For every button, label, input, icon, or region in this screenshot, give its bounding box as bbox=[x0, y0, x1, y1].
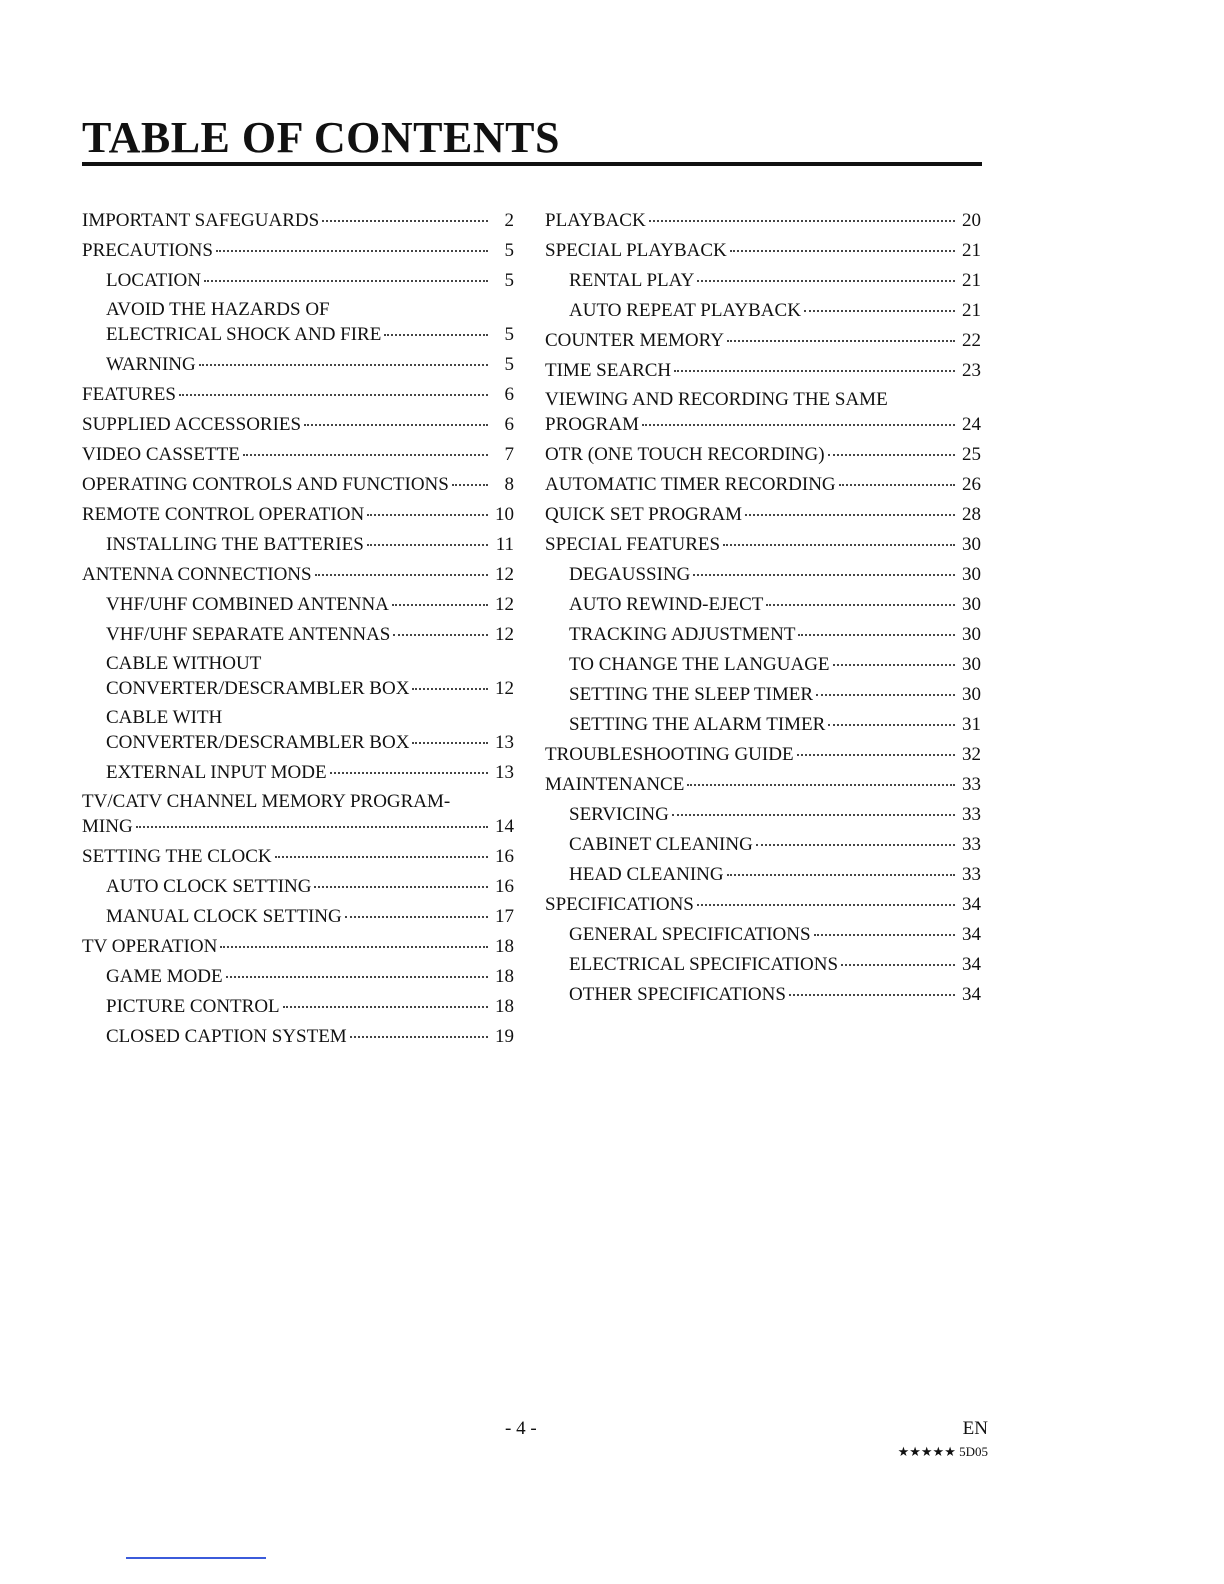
toc-entry-row bbox=[545, 206, 981, 236]
toc-entry-title: SPECIFICATIONS bbox=[545, 894, 694, 915]
dot-leader bbox=[816, 694, 955, 696]
toc-entry-row bbox=[569, 710, 981, 740]
dot-leader bbox=[392, 604, 488, 606]
toc-entry-row bbox=[106, 530, 514, 560]
toc-entry-page: 30 bbox=[962, 564, 981, 585]
toc-entry-title: TIME SEARCH bbox=[545, 360, 672, 381]
page-title: TABLE OF CONTENTS bbox=[82, 113, 560, 162]
dot-leader bbox=[756, 844, 955, 846]
toc-entry-title: ANTENNA CONNECTIONS bbox=[82, 564, 312, 585]
toc-entry-title: MING bbox=[82, 816, 133, 837]
dot-leader bbox=[649, 220, 955, 222]
toc-entry-page: 14 bbox=[495, 816, 514, 837]
toc-entry-page: 21 bbox=[962, 300, 981, 321]
toc-entry[interactable] bbox=[545, 440, 981, 470]
dot-leader bbox=[828, 724, 955, 726]
dot-leader bbox=[330, 772, 488, 774]
toc-entry[interactable] bbox=[82, 266, 514, 296]
toc-entry-title: ELECTRICAL SPECIFICATIONS bbox=[569, 954, 839, 975]
toc-entry-page: 16 bbox=[495, 876, 514, 897]
toc-entry-row bbox=[569, 800, 981, 830]
toc-entry[interactable] bbox=[82, 932, 514, 962]
toc-entry-title: AUTO CLOCK SETTING bbox=[106, 876, 312, 897]
toc-entry-row bbox=[545, 770, 981, 800]
toc-entry[interactable] bbox=[82, 650, 514, 704]
toc-entry-title: AUTO REWIND-EJECT bbox=[569, 594, 764, 615]
toc-entry-row bbox=[545, 236, 981, 266]
toc-entry-row bbox=[545, 440, 981, 470]
toc-entry-row bbox=[106, 676, 514, 702]
toc-entry-row bbox=[106, 758, 514, 788]
toc-entry-page: 33 bbox=[962, 774, 981, 795]
toc-entry[interactable] bbox=[545, 530, 981, 560]
toc-entry-page: 32 bbox=[962, 744, 981, 765]
toc-entry[interactable] bbox=[545, 950, 981, 980]
toc-entry-title: TV OPERATION bbox=[82, 936, 218, 957]
toc-entry-row bbox=[569, 920, 981, 950]
toc-entry[interactable] bbox=[82, 590, 514, 620]
toc-entry-page: 33 bbox=[962, 864, 981, 885]
dot-leader bbox=[384, 334, 488, 336]
toc-right-column bbox=[545, 206, 981, 1010]
toc-entry-title: CLOSED CAPTION SYSTEM bbox=[106, 1026, 347, 1047]
toc-entry-title: CABINET CLEANING bbox=[569, 834, 753, 855]
toc-entry-title: AUTO REPEAT PLAYBACK bbox=[569, 300, 801, 321]
toc-entry-page: 30 bbox=[962, 684, 981, 705]
toc-entry-page: 12 bbox=[495, 624, 514, 645]
toc-entry[interactable] bbox=[545, 236, 981, 266]
toc-entry-row bbox=[545, 356, 981, 386]
toc-entry-title: IMPORTANT SAFEGUARDS bbox=[82, 210, 320, 231]
toc-entry-title: OTR (ONE TOUCH RECORDING) bbox=[545, 444, 825, 465]
toc-entry-row bbox=[569, 860, 981, 890]
toc-entry-row bbox=[545, 470, 981, 500]
toc-entry-page: 18 bbox=[495, 966, 514, 987]
dot-leader bbox=[727, 340, 955, 342]
dot-leader bbox=[828, 454, 955, 456]
toc-entry-row bbox=[569, 590, 981, 620]
toc-entry-row bbox=[569, 560, 981, 590]
dot-leader bbox=[275, 856, 488, 858]
toc-entry-row bbox=[106, 992, 514, 1022]
dot-leader bbox=[697, 904, 955, 906]
footer-language: EN bbox=[962, 1418, 988, 1439]
dot-leader bbox=[412, 742, 488, 744]
toc-entry-page: 5 bbox=[504, 270, 514, 291]
toc-entry-title: SUPPLIED ACCESSORIES bbox=[82, 414, 302, 435]
dot-leader bbox=[814, 934, 955, 936]
toc-entry-page: 17 bbox=[495, 906, 514, 927]
toc-entry-row bbox=[569, 620, 981, 650]
dot-leader bbox=[412, 688, 488, 690]
dot-leader bbox=[672, 814, 955, 816]
toc-entry-lead: VIEWING AND RECORDING THE SAME bbox=[545, 389, 888, 410]
dot-leader bbox=[839, 484, 955, 486]
toc-entry-title: MAINTENANCE bbox=[545, 774, 685, 795]
toc-entry-title: MANUAL CLOCK SETTING bbox=[106, 906, 342, 927]
toc-entry-row bbox=[82, 236, 514, 266]
toc-entry-row bbox=[106, 962, 514, 992]
toc-entry-page: 16 bbox=[495, 846, 514, 867]
toc-entry[interactable] bbox=[82, 410, 514, 440]
toc-entry-title: SETTING THE ALARM TIMER bbox=[569, 714, 826, 735]
toc-entry-page: 30 bbox=[962, 654, 981, 675]
toc-entry-row bbox=[106, 872, 514, 902]
dot-leader bbox=[179, 394, 488, 396]
toc-entry-row bbox=[82, 932, 514, 962]
title-rule bbox=[82, 162, 982, 166]
toc-entry-row bbox=[82, 814, 514, 840]
toc-entry[interactable] bbox=[545, 620, 981, 650]
toc-entry-title: VHF/UHF SEPARATE ANTENNAS bbox=[106, 624, 391, 645]
dot-leader bbox=[841, 964, 955, 966]
dot-leader bbox=[314, 886, 488, 888]
toc-entry-row bbox=[82, 410, 514, 440]
toc-entry-row bbox=[106, 902, 514, 932]
toc-entry[interactable] bbox=[545, 590, 981, 620]
toc-entry-lead: CABLE WITH bbox=[106, 707, 223, 728]
toc-entry-page: 13 bbox=[495, 732, 514, 753]
toc-entry-page: 12 bbox=[495, 594, 514, 615]
toc-entry-title: CONVERTER/DESCRAMBLER BOX bbox=[106, 678, 410, 699]
dot-leader bbox=[798, 634, 955, 636]
toc-entry-page: 30 bbox=[962, 594, 981, 615]
toc-entry-row bbox=[82, 206, 514, 236]
toc-entry-page: 28 bbox=[962, 504, 981, 525]
toc-entry-title: HEAD CLEANING bbox=[569, 864, 724, 885]
toc-entry[interactable] bbox=[545, 770, 981, 800]
toc-entry-title: SETTING THE CLOCK bbox=[82, 846, 272, 867]
toc-entry-row bbox=[545, 890, 981, 920]
dot-leader bbox=[745, 514, 955, 516]
toc-entry[interactable] bbox=[545, 890, 981, 920]
dot-leader bbox=[136, 826, 488, 828]
toc-entry-page: 20 bbox=[962, 210, 981, 231]
toc-entry[interactable] bbox=[82, 992, 514, 1022]
toc-entry-page: 19 bbox=[495, 1026, 514, 1047]
toc-entry[interactable] bbox=[545, 650, 981, 680]
toc-entry[interactable] bbox=[82, 206, 514, 236]
toc-entry-title: FEATURES bbox=[82, 384, 176, 405]
toc-entry-page: 34 bbox=[962, 924, 981, 945]
toc-entry[interactable] bbox=[545, 326, 981, 356]
toc-entry-title: INSTALLING THE BATTERIES bbox=[106, 534, 364, 555]
dot-leader bbox=[804, 310, 955, 312]
toc-entry-title: ELECTRICAL SHOCK AND FIRE bbox=[106, 324, 382, 345]
toc-entry[interactable] bbox=[82, 962, 514, 992]
toc-entry[interactable] bbox=[82, 788, 514, 842]
toc-entry-page: 5 bbox=[504, 240, 514, 261]
toc-entry[interactable] bbox=[82, 470, 514, 500]
toc-entry[interactable] bbox=[545, 800, 981, 830]
toc-entry-row bbox=[569, 296, 981, 326]
toc-entry-row bbox=[82, 470, 514, 500]
toc-entry[interactable] bbox=[545, 296, 981, 326]
toc-entry-page: 26 bbox=[962, 474, 981, 495]
dot-leader bbox=[367, 544, 488, 546]
dot-leader bbox=[243, 454, 488, 456]
dot-leader bbox=[204, 280, 488, 282]
dot-leader bbox=[723, 544, 955, 546]
toc-entry[interactable] bbox=[82, 842, 514, 872]
dot-leader bbox=[642, 424, 955, 426]
toc-entry-row bbox=[106, 590, 514, 620]
toc-entry-title: VIDEO CASSETTE bbox=[82, 444, 240, 465]
toc-entry-title: SPECIAL FEATURES bbox=[545, 534, 721, 555]
toc-entry[interactable] bbox=[545, 386, 981, 440]
toc-entry-page: 33 bbox=[962, 834, 981, 855]
dot-leader bbox=[199, 364, 488, 366]
dot-leader bbox=[697, 280, 955, 282]
toc-entry-page: 34 bbox=[962, 984, 981, 1005]
toc-entry-lead: TV/CATV CHANNEL MEMORY PROGRAM- bbox=[82, 791, 451, 812]
toc-entry[interactable] bbox=[82, 758, 514, 788]
toc-entry-page: 21 bbox=[962, 270, 981, 291]
toc-entry-row bbox=[82, 560, 514, 590]
dot-leader bbox=[226, 976, 488, 978]
toc-entry-page: 33 bbox=[962, 804, 981, 825]
toc-entry-page: 2 bbox=[504, 210, 514, 231]
toc-entry-page: 12 bbox=[495, 564, 514, 585]
dot-leader bbox=[304, 424, 488, 426]
toc-entry[interactable] bbox=[545, 860, 981, 890]
toc-entry-title: TO CHANGE THE LANGUAGE bbox=[569, 654, 830, 675]
toc-entry-title: PRECAUTIONS bbox=[82, 240, 213, 261]
toc-entry-title: REMOTE CONTROL OPERATION bbox=[82, 504, 365, 525]
toc-entry-page: 18 bbox=[495, 996, 514, 1017]
toc-entry-title: LOCATION bbox=[106, 270, 201, 291]
dot-leader bbox=[789, 994, 955, 996]
dot-leader bbox=[797, 754, 955, 756]
dot-leader bbox=[452, 484, 488, 486]
dot-leader bbox=[727, 874, 955, 876]
toc-entry-title: EXTERNAL INPUT MODE bbox=[106, 762, 327, 783]
toc-entry-title: AUTOMATIC TIMER RECORDING bbox=[545, 474, 836, 495]
toc-entry-page: 30 bbox=[962, 534, 981, 555]
toc-entry-title: OPERATING CONTROLS AND FUNCTIONS bbox=[82, 474, 449, 495]
toc-entry[interactable] bbox=[82, 620, 514, 650]
toc-entry-row bbox=[569, 950, 981, 980]
footer-page-number: - 4 - bbox=[505, 1418, 537, 1439]
toc-entry-row bbox=[569, 650, 981, 680]
dot-leader bbox=[220, 946, 488, 948]
toc-entry-title: GAME MODE bbox=[106, 966, 223, 987]
toc-entry-page: 30 bbox=[962, 624, 981, 645]
dot-leader bbox=[283, 1006, 488, 1008]
toc-entry-title: CONVERTER/DESCRAMBLER BOX bbox=[106, 732, 410, 753]
toc-entry-title: RENTAL PLAY bbox=[569, 270, 695, 291]
toc-entry[interactable] bbox=[82, 296, 514, 350]
toc-entry-row bbox=[106, 730, 514, 756]
footer-model-code: ★★★★★ 5D05 bbox=[897, 1444, 988, 1459]
toc-entry-title: OTHER SPECIFICATIONS bbox=[569, 984, 786, 1005]
toc-entry-row bbox=[569, 980, 981, 1010]
toc-entry-title: COUNTER MEMORY bbox=[545, 330, 724, 351]
toc-entry-page: 24 bbox=[962, 414, 981, 435]
toc-entry[interactable] bbox=[545, 206, 981, 236]
toc-entry[interactable] bbox=[545, 980, 981, 1010]
toc-entry-row bbox=[82, 440, 514, 470]
dot-leader bbox=[687, 784, 955, 786]
toc-entry-row bbox=[106, 1022, 514, 1052]
toc-entry-page: 18 bbox=[495, 936, 514, 957]
toc-entry-row bbox=[545, 530, 981, 560]
toc-entry-row bbox=[106, 266, 514, 296]
toc-entry-title: SPECIAL PLAYBACK bbox=[545, 240, 727, 261]
toc-entry-title: PICTURE CONTROL bbox=[106, 996, 280, 1017]
toc-entry[interactable] bbox=[545, 920, 981, 950]
toc-entry[interactable] bbox=[545, 710, 981, 740]
toc-entry-page: 6 bbox=[504, 414, 514, 435]
toc-entry-page: 11 bbox=[495, 534, 514, 555]
dot-leader bbox=[833, 664, 955, 666]
toc-entry[interactable] bbox=[82, 350, 514, 380]
toc-left-column bbox=[82, 206, 514, 1052]
toc-entry-lead: CABLE WITHOUT bbox=[106, 653, 262, 674]
toc-entry-title: PLAYBACK bbox=[545, 210, 646, 231]
toc-entry[interactable] bbox=[545, 470, 981, 500]
toc-entry-page: 23 bbox=[962, 360, 981, 381]
toc-entry-page: 21 bbox=[962, 240, 981, 261]
dot-leader bbox=[367, 514, 488, 516]
toc-entry-title: DEGAUSSING bbox=[569, 564, 691, 585]
toc-entry-row bbox=[106, 322, 514, 348]
toc-entry[interactable] bbox=[82, 704, 514, 758]
toc-entry[interactable] bbox=[82, 530, 514, 560]
dot-leader bbox=[766, 604, 955, 606]
toc-entry-title: SERVICING bbox=[569, 804, 669, 825]
toc-entry-row bbox=[545, 500, 981, 530]
toc-entry[interactable] bbox=[545, 560, 981, 590]
toc-entry-page: 10 bbox=[495, 504, 514, 525]
bottom-link-underline bbox=[126, 1557, 266, 1559]
toc-entry-page: 8 bbox=[504, 474, 514, 495]
toc-entry-title: GENERAL SPECIFICATIONS bbox=[569, 924, 811, 945]
dot-leader bbox=[674, 370, 955, 372]
toc-entry-page: 13 bbox=[495, 762, 514, 783]
dot-leader bbox=[350, 1036, 488, 1038]
toc-entry[interactable] bbox=[545, 740, 981, 770]
toc-entry-row bbox=[545, 326, 981, 356]
toc-entry[interactable] bbox=[82, 872, 514, 902]
toc-entry-row bbox=[82, 380, 514, 410]
toc-entry-row bbox=[106, 350, 514, 380]
dot-leader bbox=[693, 574, 955, 576]
toc-entry-title: VHF/UHF COMBINED ANTENNA bbox=[106, 594, 389, 615]
toc-entry-title: SETTING THE SLEEP TIMER bbox=[569, 684, 814, 705]
toc-entry[interactable] bbox=[82, 500, 514, 530]
toc-entry-title: WARNING bbox=[106, 354, 196, 375]
toc-entry[interactable] bbox=[545, 830, 981, 860]
toc-entry-page: 5 bbox=[504, 324, 514, 345]
toc-entry-row bbox=[569, 680, 981, 710]
dot-leader bbox=[315, 574, 488, 576]
dot-leader bbox=[322, 220, 488, 222]
toc-entry-title: QUICK SET PROGRAM bbox=[545, 504, 743, 525]
toc-entry[interactable] bbox=[545, 266, 981, 296]
toc-entry-page: 34 bbox=[962, 894, 981, 915]
toc-entry-page: 34 bbox=[962, 954, 981, 975]
toc-entry-page: 7 bbox=[504, 444, 514, 465]
dot-leader bbox=[216, 250, 488, 252]
toc-entry-page: 25 bbox=[962, 444, 981, 465]
toc-entry[interactable] bbox=[545, 356, 981, 386]
toc-entry[interactable] bbox=[545, 680, 981, 710]
toc-entry-title: TRACKING ADJUSTMENT bbox=[569, 624, 796, 645]
toc-entry-page: 22 bbox=[962, 330, 981, 351]
dot-leader bbox=[345, 916, 488, 918]
toc-entry-row bbox=[106, 620, 514, 650]
toc-entry-page: 6 bbox=[504, 384, 514, 405]
toc-entry[interactable] bbox=[82, 902, 514, 932]
toc-entry[interactable] bbox=[82, 1022, 514, 1052]
toc-entry-page: 31 bbox=[962, 714, 981, 735]
dot-leader bbox=[393, 634, 488, 636]
toc-entry-lead: AVOID THE HAZARDS OF bbox=[106, 299, 330, 320]
toc-entry-title: PROGRAM bbox=[545, 414, 639, 435]
toc-entry-page: 12 bbox=[495, 678, 514, 699]
toc-entry-row bbox=[569, 266, 981, 296]
toc-entry[interactable] bbox=[82, 560, 514, 590]
toc-entry[interactable] bbox=[82, 440, 514, 470]
toc-entry-page: 5 bbox=[504, 354, 514, 375]
toc-entry[interactable] bbox=[82, 236, 514, 266]
toc-entry-row bbox=[545, 740, 981, 770]
dot-leader bbox=[730, 250, 955, 252]
toc-entry-row bbox=[82, 500, 514, 530]
toc-entry-row bbox=[82, 842, 514, 872]
toc-entry[interactable] bbox=[82, 380, 514, 410]
toc-entry[interactable] bbox=[545, 500, 981, 530]
toc-entry-row bbox=[545, 412, 981, 438]
toc-entry-row bbox=[569, 830, 981, 860]
toc-entry-title: TROUBLESHOOTING GUIDE bbox=[545, 744, 794, 765]
